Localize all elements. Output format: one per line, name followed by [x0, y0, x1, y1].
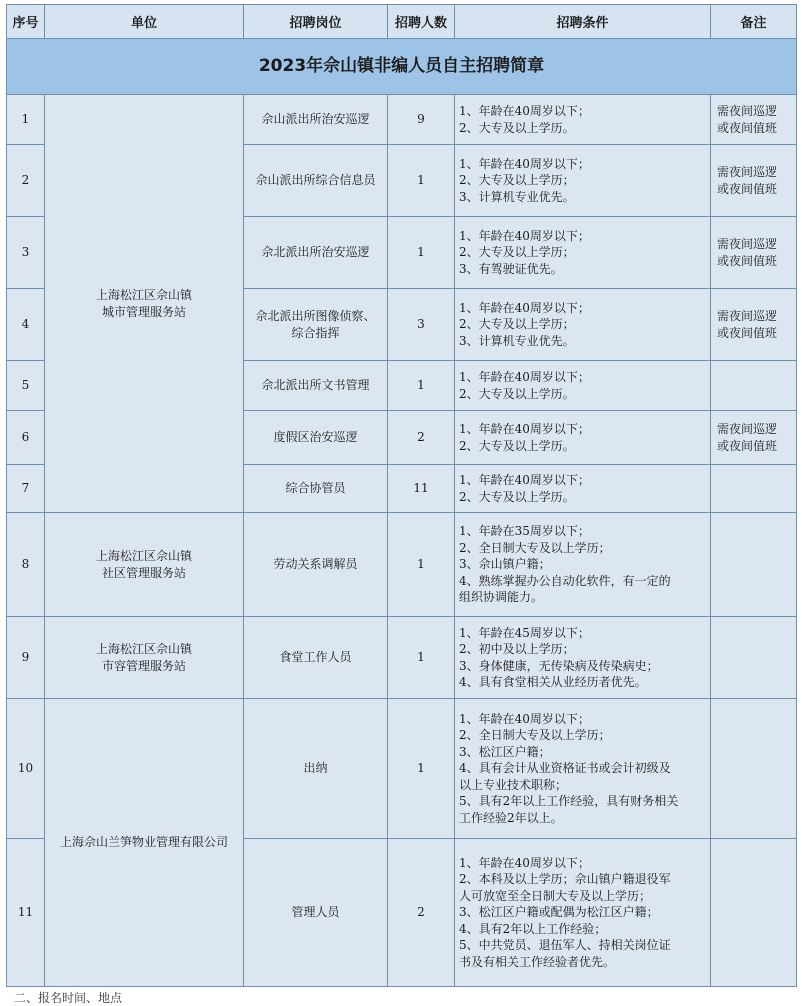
requirement-line: 2、大专及以上学历；: [459, 317, 575, 332]
post-cell: [244, 289, 388, 361]
requirement-line: 1、年龄在35周岁以下；: [459, 524, 590, 539]
count-cell: 1: [388, 217, 455, 289]
note-line: 或夜间值班: [717, 253, 778, 268]
table-row: [7, 699, 797, 839]
header-unit: 单位: [45, 5, 244, 39]
table-row: [7, 617, 797, 699]
count-cell: 9: [388, 95, 455, 145]
post-cell: [244, 617, 388, 699]
post-line: 度假区治安巡逻: [273, 430, 358, 445]
unit-cell: [45, 95, 244, 513]
post-cell: [244, 513, 388, 617]
requirement-line: 1、年龄在40周岁以下；: [459, 228, 590, 243]
note-line: 需夜间巡逻: [717, 237, 778, 252]
note-line: 或夜间值班: [717, 181, 778, 196]
requirement-line: 2、初中及以上学历；: [459, 642, 575, 657]
note-line: 需夜间巡逻: [717, 309, 778, 324]
count-cell: 11: [388, 465, 455, 513]
post-cell: [244, 411, 388, 465]
note-cell: [711, 95, 797, 145]
requirement-line: 2、大专及以上学历。: [459, 120, 575, 135]
unit-cell: [45, 513, 244, 617]
requirement-line: 2、全日制大专及以上学历；: [459, 728, 611, 743]
recruitment-sheet: [6, 4, 796, 987]
requirements-cell: [455, 145, 711, 217]
post-line: 食堂工作人员: [279, 650, 352, 665]
count-cell: 2: [388, 839, 455, 987]
note-line: 或夜间值班: [717, 325, 778, 340]
requirement-line: 人可放宽至全日制大专及以上学历；: [459, 888, 652, 903]
requirements-cell: [455, 361, 711, 411]
note-cell: [711, 411, 797, 465]
requirement-line: 4、熟练掌握办公自动化软件，有一定的: [459, 573, 671, 588]
requirement-line: 2、大专及以上学历；: [459, 245, 575, 260]
header-count: 招聘人数: [388, 5, 455, 39]
note-line: 或夜间值班: [717, 438, 778, 453]
unit-line: 市容管理服务站: [101, 658, 186, 673]
count-cell: 1: [388, 361, 455, 411]
requirement-line: 2、全日制大专及以上学历；: [459, 540, 611, 555]
row-number: 5: [7, 361, 45, 411]
count-cell: 1: [388, 699, 455, 839]
requirement-line: 1、年龄在40周岁以下；: [459, 422, 590, 437]
row-number: 2: [7, 145, 45, 217]
note-cell: [711, 361, 797, 411]
requirement-line: 组织协调能力。: [459, 590, 544, 605]
count-cell: 1: [388, 617, 455, 699]
post-line: 劳动关系调解员: [273, 557, 358, 572]
requirements-cell: [455, 839, 711, 987]
table-title: 2023年佘山镇非编人员自主招聘简章: [7, 39, 797, 95]
footer-text: 二、报名时间、地点: [14, 991, 123, 1005]
requirement-line: 5、中共党员、退伍军人、持相关岗位证: [459, 938, 671, 953]
note-cell: [711, 699, 797, 839]
note-line: 需夜间巡逻: [717, 165, 778, 180]
note-line: 或夜间值班: [717, 120, 778, 135]
header-note: 备注: [711, 5, 797, 39]
note-cell: [711, 617, 797, 699]
requirement-line: 工作经验2年以上。: [459, 810, 563, 825]
requirement-line: 4、具有会计从业资格证书或会计初级及: [459, 761, 671, 776]
row-number: 10: [7, 699, 45, 839]
requirement-line: 1、年龄在40周岁以下；: [459, 300, 590, 315]
unit-line: 社区管理服务站: [101, 565, 186, 580]
post-cell: [244, 361, 388, 411]
requirements-cell: [455, 617, 711, 699]
post-cell: [244, 839, 388, 987]
table-body: [7, 95, 797, 987]
requirement-line: 3、计算机专业优先。: [459, 333, 575, 348]
row-number: 9: [7, 617, 45, 699]
post-line: 佘北派出所文书管理: [261, 378, 370, 393]
note-cell: [711, 145, 797, 217]
row-number: 3: [7, 217, 45, 289]
post-cell: [244, 699, 388, 839]
requirements-cell: [455, 217, 711, 289]
requirement-line: 2、大专及以上学历；: [459, 173, 575, 188]
note-cell: [711, 217, 797, 289]
header-row: [7, 5, 797, 39]
requirements-cell: [455, 699, 711, 839]
row-number: 7: [7, 465, 45, 513]
requirement-line: 5、具有2年以上工作经验，具有财务相关: [459, 794, 679, 809]
table-row: [7, 513, 797, 617]
row-number: 4: [7, 289, 45, 361]
requirement-line: 3、有驾驶证优先。: [459, 261, 563, 276]
requirement-line: 1、年龄在40周岁以下；: [459, 370, 590, 385]
note-line: 需夜间巡逻: [717, 104, 778, 119]
note-cell: [711, 839, 797, 987]
count-cell: 3: [388, 289, 455, 361]
unit-line: 城市管理服务站: [101, 304, 186, 319]
requirement-line: 2、大专及以上学历。: [459, 386, 575, 401]
post-cell: [244, 95, 388, 145]
requirement-line: 以上专业技术职称；: [459, 777, 568, 792]
post-line: 佘山派出所综合信息员: [255, 173, 376, 188]
requirement-line: 2、本科及以上学历；佘山镇户籍退役军: [459, 872, 671, 887]
unit-line: 上海佘山兰笋物业管理有限公司: [59, 835, 228, 850]
row-number: 1: [7, 95, 45, 145]
post-line: 综合指挥: [291, 325, 340, 340]
requirement-line: 1、年龄在40周岁以下；: [459, 473, 590, 488]
requirement-line: 3、松江区户籍或配偶为松江区户籍；: [459, 905, 659, 920]
header-no: 序号: [7, 5, 45, 39]
requirement-line: 1、年龄在40周岁以下；: [459, 712, 590, 727]
unit-line: 上海松江区佘山镇: [95, 288, 192, 303]
requirement-line: 3、松江区户籍；: [459, 744, 551, 759]
requirement-line: 4、具有食堂相关从业经历者优先。: [459, 674, 647, 689]
header-post: 招聘岗位: [244, 5, 388, 39]
requirement-line: 1、年龄在45周岁以下；: [459, 625, 590, 640]
post-cell: [244, 465, 388, 513]
post-line: 佘山派出所治安巡逻: [261, 112, 370, 127]
post-line: 综合协管员: [285, 481, 346, 496]
count-cell: 1: [388, 145, 455, 217]
requirement-line: 3、佘山镇户籍；: [459, 557, 551, 572]
post-line: 管理人员: [291, 905, 340, 920]
post-line: 佘北派出所治安巡逻: [261, 245, 370, 260]
note-cell: [711, 289, 797, 361]
post-line: 出纳: [303, 761, 328, 776]
post-line: 佘北派出所图像侦察、: [255, 309, 376, 324]
post-cell: [244, 145, 388, 217]
requirements-cell: [455, 289, 711, 361]
requirement-line: 2、大专及以上学历。: [459, 438, 575, 453]
recruitment-table: [6, 4, 797, 987]
row-number: 11: [7, 839, 45, 987]
header-requirements: 招聘条件: [455, 5, 711, 39]
note-line: 需夜间巡逻: [717, 422, 778, 437]
requirements-cell: [455, 95, 711, 145]
count-cell: 1: [388, 513, 455, 617]
note-cell: [711, 513, 797, 617]
unit-line: 上海松江区佘山镇: [95, 549, 192, 564]
row-number: 6: [7, 411, 45, 465]
requirement-line: 3、计算机专业优先。: [459, 189, 575, 204]
post-cell: [244, 217, 388, 289]
requirement-line: 1、年龄在40周岁以下；: [459, 104, 590, 119]
requirements-cell: [455, 465, 711, 513]
row-number: 8: [7, 513, 45, 617]
requirements-cell: [455, 411, 711, 465]
unit-line: 上海松江区佘山镇: [95, 642, 192, 657]
requirement-line: 3、身体健康，无传染病及传染病史；: [459, 658, 659, 673]
unit-cell: [45, 699, 244, 987]
unit-cell: [45, 617, 244, 699]
table-row: [7, 95, 797, 145]
requirement-line: 4、具有2年以上工作经验；: [459, 921, 607, 936]
requirement-line: 1、年龄在40周岁以下；: [459, 856, 590, 871]
requirement-line: 2、大专及以上学历。: [459, 489, 575, 504]
requirement-line: 书及有相关工作经验者优先。: [459, 954, 616, 969]
requirements-cell: [455, 513, 711, 617]
count-cell: 2: [388, 411, 455, 465]
requirement-line: 1、年龄在40周岁以下；: [459, 156, 590, 171]
note-cell: [711, 465, 797, 513]
